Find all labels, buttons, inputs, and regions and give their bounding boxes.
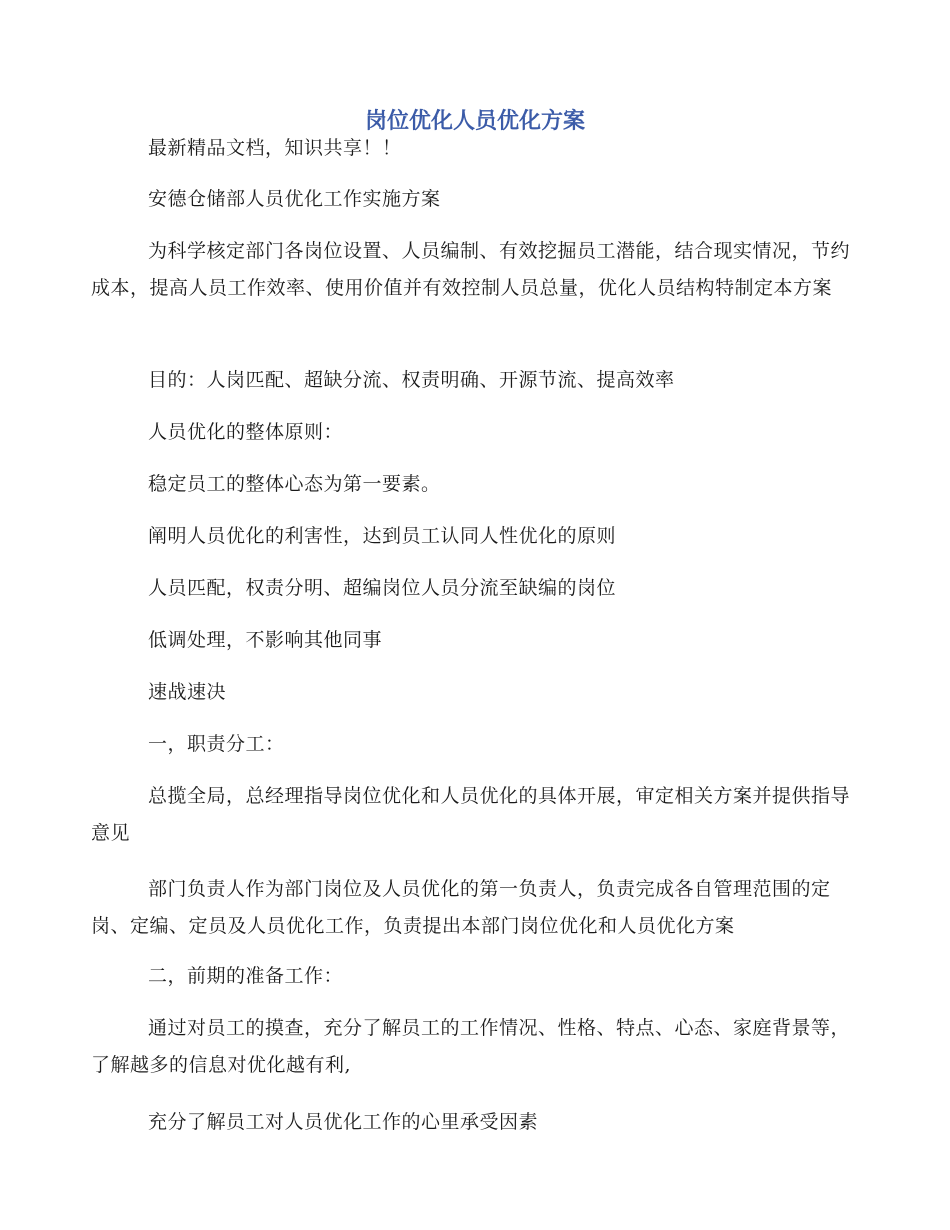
paragraph-purpose: 目的：人岗匹配、超缺分流、权责明确、开源节流、提高效率 xyxy=(148,369,675,391)
paragraph-notice: 最新精品文档，知识共享！！ xyxy=(148,137,402,159)
paragraph-principle-3: 人员匹配，权责分明、超编岗位人员分流至缺编的岗位 xyxy=(148,577,617,599)
paragraph-plan-name: 安德仓储部人员优化工作实施方案 xyxy=(148,188,441,210)
section-heading-responsibilities: 一，职责分工： xyxy=(148,733,285,755)
paragraph-principle-4: 低调处理，不影响其他同事 xyxy=(148,629,383,651)
paragraph-principle-5: 速战速决 xyxy=(148,681,227,703)
paragraph-survey: 通过对员工的摸查，充分了解员工的工作情况、性格、特点、心态、家庭背景等，了解越多的信息对优化越有利, xyxy=(91,1017,851,1076)
document-title: 岗位优化人员优化方案 xyxy=(364,108,585,134)
paragraph-psychology: 充分了解员工对人员优化工作的心里承受因素 xyxy=(148,1111,539,1133)
section-heading-preparation: 二，前期的准备工作： xyxy=(148,965,344,987)
paragraph-dept-head-role: 部门负责人作为部门岗位及人员优化的第一负责人，负责完成各自管理范围的定岗、定编、定员及人员优化工作，负责提出本部门岗位优化和人员优化方案 xyxy=(91,878,831,937)
paragraph-gm-role: 总揽全局，总经理指导岗位优化和人员优化的具体开展，审定相关方案并提供指导意见 xyxy=(91,785,851,844)
paragraph-intro: 为科学核定部门各岗位设置、人员编制、有效挖掘员工潜能，结合现实情况，节约成本，提高人员工作效率、使用价值并有效控制人员总量，优化人员结构特制定本方案 xyxy=(91,240,851,299)
paragraph-principles-heading: 人员优化的整体原则： xyxy=(148,421,344,443)
paragraph-principle-2: 阐明人员优化的利害性，达到员工认同人性优化的原则 xyxy=(148,525,617,547)
paragraph-principle-1: 稳定员工的整体心态为第一要素。 xyxy=(148,473,441,495)
